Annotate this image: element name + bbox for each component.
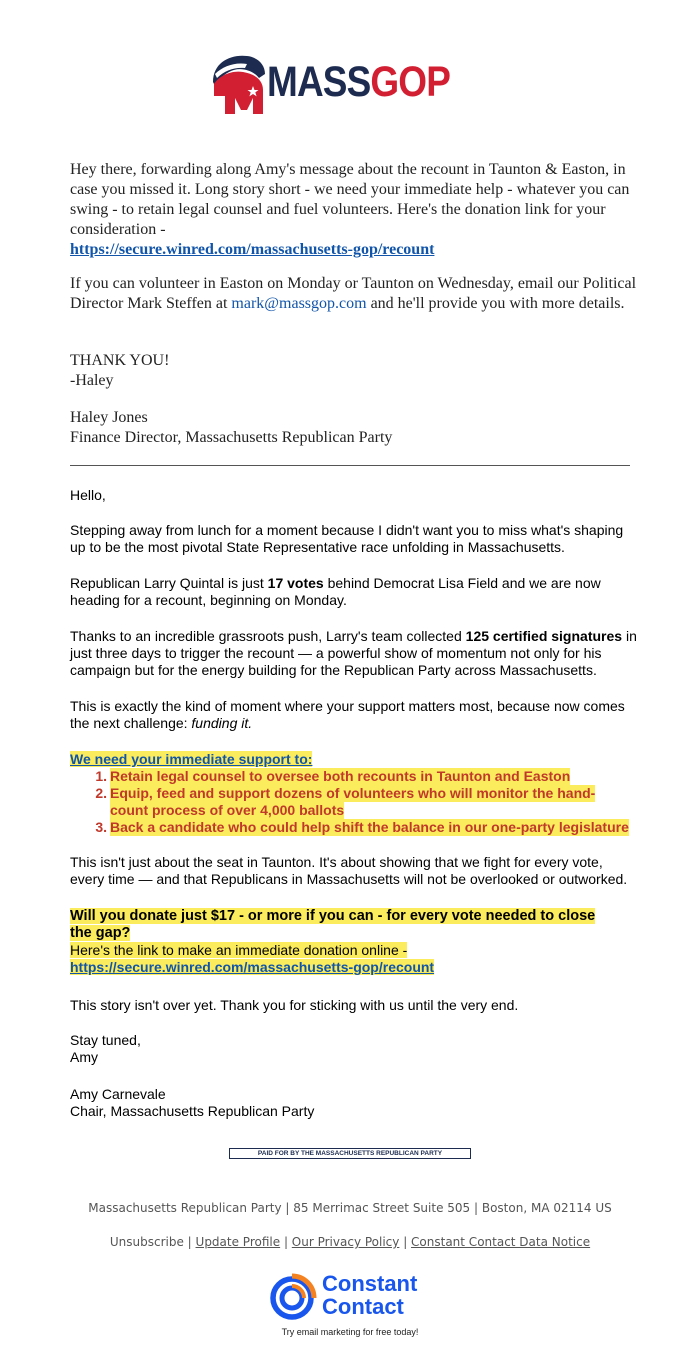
closing: Stay tuned, Amy [70,1032,141,1065]
paid-for-disclaimer: PAID FOR BY THE MASSACHUSETTS REPUBLICAN PARTY [229,1148,471,1159]
footer-links: Unsubscribe | Update Profile | Our Privacy Policy | Constant Contact Data Notice [109,1235,591,1249]
signature-name: Haley Jones [70,409,148,426]
update-profile-link[interactable]: Update Profile [195,1235,281,1249]
volunteer-paragraph: If you can volunteer in Easton on Monday or Taunton on Wednesday, email our Political Director Mark Steffen at mark@massgop.com and he'll provide you with more details. [70,275,637,312]
divider [70,465,630,466]
support-list-heading: We need your immediate support to: [70,751,313,767]
constant-contact-logo[interactable] [270,1272,435,1320]
signature-short: -Haley [70,372,114,389]
privacy-policy-link[interactable]: Our Privacy Policy [291,1235,400,1249]
donation-link-top[interactable]: https://secure.winred.com/massachusetts-gop/recount [70,241,435,258]
unsubscribe-link[interactable]: Unsubscribe [109,1235,184,1249]
message-paragraph-1: Stepping away from lunch for a moment because I didn't want you to miss what's shaping up to be the most pivotal State Representative race unfolding in Massachusetts. [70,522,624,555]
message-paragraph-6: This story isn't over yet. Thank you for sticking with us until the very end. [70,997,519,1013]
signature-title: Finance Director, Massachusetts Republican Party [70,429,393,446]
intro-signature [70,408,640,448]
greeting: Hello, [70,487,106,503]
message-paragraph-4: This is exactly the kind of moment where your support matters most, because now comes the next challenge: funding it. [70,698,625,731]
constant-contact-tagline: Try email marketing for free today! [281,1327,419,1337]
intro-paragraph: Hey there, forwarding along Amy's message about the recount in Taunton & Easton, in case you missed it. Long story short - we need your immediate help - whatever you can swing - to retain legal counsel and fuel volunteers. Here's the donation link for your consideration - https://secure.winred.com/massachusetts-gop/recount [70,161,630,258]
message-paragraph-2: Republican Larry Quintal is just 17 votes behind Democrat Lisa Field and we are now heading for a recount, beginning on Monday. [70,575,601,608]
thanks-text: THANK YOU! [70,352,170,369]
constant-contact-wordmark: Constant Contact [322,1271,418,1319]
donation-link-bottom[interactable]: https://secure.winred.com/massachusetts-gop/recount [70,959,435,975]
message-signature [70,1086,640,1120]
footer-address: Massachusetts Republican Party | 85 Merrimac Street Suite 505 | Boston, MA 02114 US [88,1201,612,1215]
elephant-logo-icon [209,52,267,116]
data-notice-link[interactable]: Constant Contact Data Notice [411,1235,591,1249]
logo-wordmark: MASSGOP [267,58,451,106]
message-paragraph-3: Thanks to an incredible grassroots push, Larry's team collected 125 certified signatures in just three days to trigger the recount — a powerful show of momentum not only for his campaign but for the energy building for the Republican Party across Massachusetts. [70,628,637,678]
donation-ask: Will you donate just $17 - or more if you can - for every vote needed to close the gap? Here's the link to make an immediate donation online - https://secure.winred.com/massachusetts-gop/recount [70,908,596,975]
intro-thanks [70,351,640,391]
email-link[interactable]: mark@massgop.com [231,295,367,312]
constant-contact-icon [270,1272,318,1320]
signature-title: Chair, Massachusetts Republican Party [70,1103,315,1119]
message-paragraph-5: This isn't just about the seat in Taunton. It's about showing that we fight for every vote, every time — and that Republicans in Massachusetts will not be overlooked or outworked. [70,854,628,887]
signature-name: Amy Carnevale [70,1086,166,1102]
massgop-logo [209,52,484,118]
